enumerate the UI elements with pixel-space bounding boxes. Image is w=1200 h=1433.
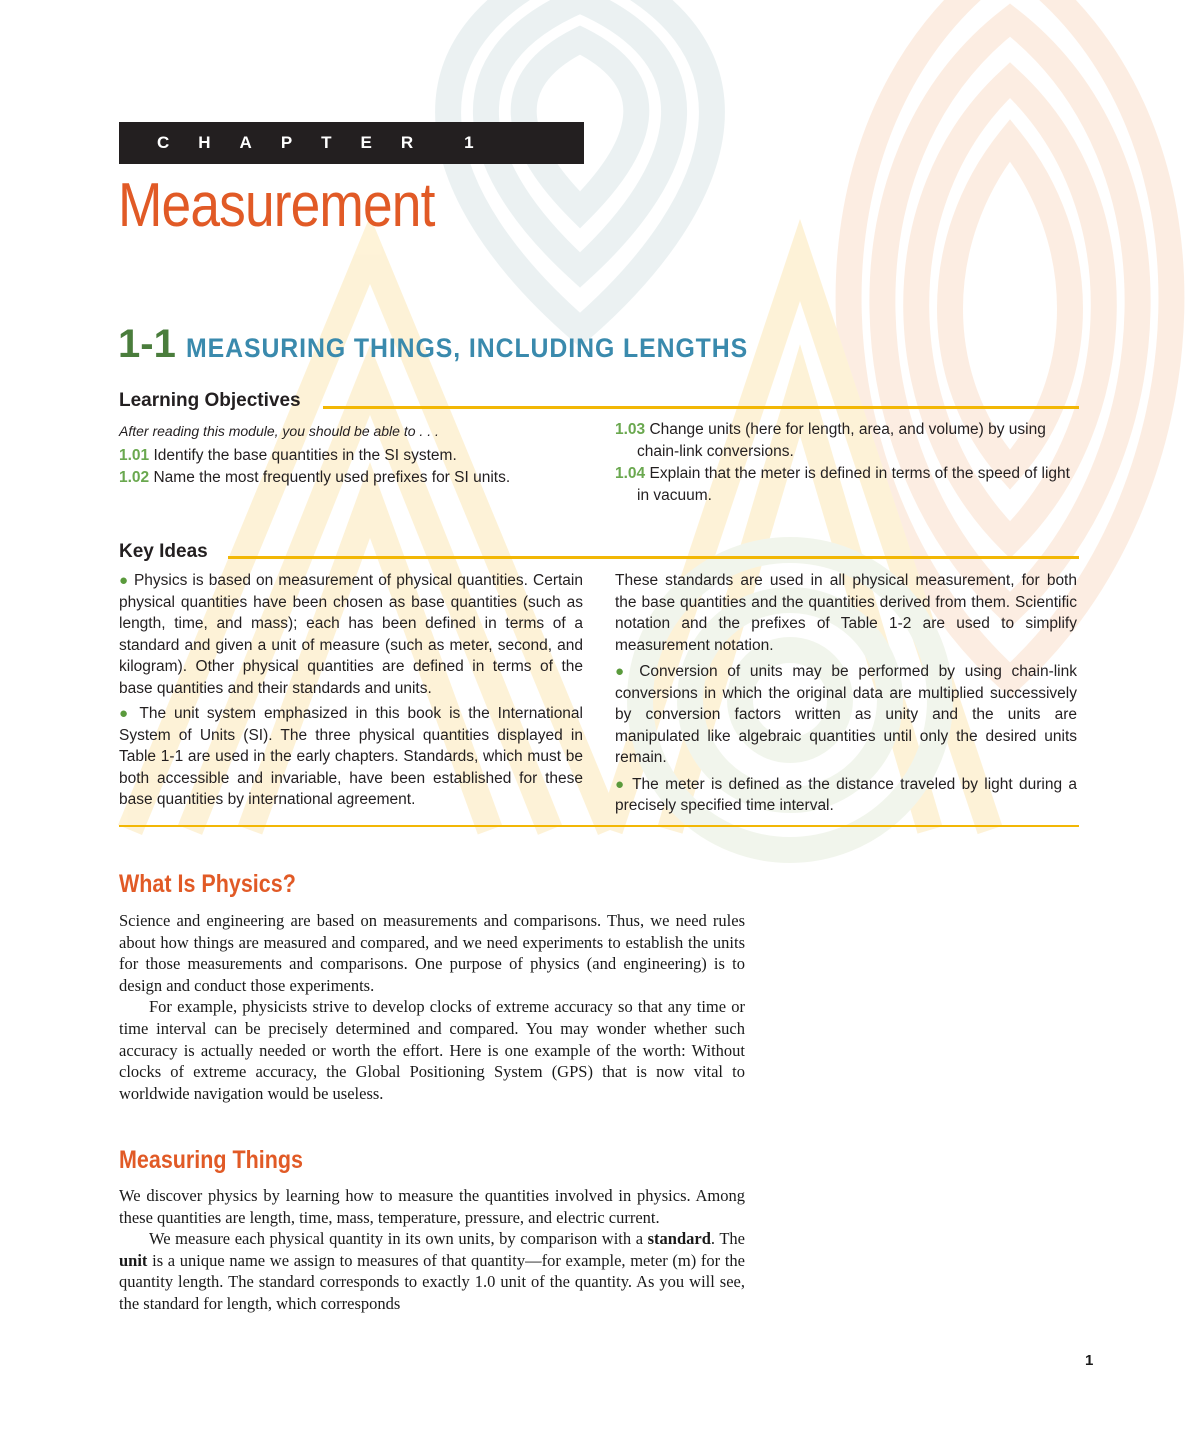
measuring-things-body <box>119 1185 745 1315</box>
objective-text: Explain that the meter is defined in terms of the speed of light in vacuum. <box>637 465 1070 504</box>
objective-text: Name the most frequently used prefixes for SI units. <box>153 469 511 486</box>
key-idea-item <box>119 703 583 811</box>
key-ideas-left-column <box>119 570 583 811</box>
key-idea-text: Physics is based on measurement of physical quantities. Certain physical quantities have been chosen as base quantities (such as length, time, and mass); each has been defined in terms of a standard and given a unit of measure (such as meter, second, and kilogram). Other physical quantities are defined in terms of the base quantities and their standards and units. <box>119 572 583 697</box>
objective-item <box>615 463 1083 506</box>
text-run: . The <box>710 1229 745 1249</box>
text-run: is a unique name we assign to measures of that quantity—for example, meter (m) for the quantity length. The standard corresponds to exactly 1.0 unit of the quantity. As you will see, the standard for length, which corresponds <box>119 1250 745 1313</box>
bullet-icon: ● <box>119 705 132 722</box>
bullet-icon: ● <box>615 663 630 680</box>
paragraph: We discover physics by learning how to measure the quantities involved in physics. Among these quantities are length, time, mass, temperature, pressure, and electric current. <box>119 1186 745 1227</box>
paragraph <box>119 1228 745 1314</box>
key-ideas-right-column <box>615 570 1077 817</box>
chapter-label: CHAPTER <box>157 133 443 152</box>
objective-text: Change units (here for length, area, and volume) by using chain-link conversions. <box>637 421 1046 460</box>
key-idea-item <box>615 774 1077 817</box>
bullet-icon: ● <box>119 572 129 589</box>
objective-number: 1.01 <box>119 446 150 464</box>
chapter-title: Measurement <box>118 171 435 240</box>
key-ideas-heading: Key Ideas <box>119 541 208 562</box>
what-is-physics-body <box>119 910 745 1104</box>
measuring-things-heading: Measuring Things <box>119 1146 303 1174</box>
objectives-intro: After reading this module, you should be able to . . . <box>119 423 439 439</box>
learning-objectives-heading: Learning Objectives <box>119 390 301 411</box>
key-ideas-rule <box>228 556 1079 559</box>
objective-item <box>119 445 589 467</box>
key-idea-item <box>119 570 583 699</box>
what-is-physics-heading: What Is Physics? <box>119 870 296 898</box>
key-idea-text: Conversion of units may be performed by using chain-link conversions in which the original data are multiplied successively by conversion factors written as unity and the units are manipulated like algebraic quantities until only the desired units remain. <box>615 663 1077 766</box>
term-standard: standard <box>647 1229 711 1249</box>
objectives-rule <box>323 406 1079 409</box>
paragraph: Science and engineering are based on measurements and comparisons. Thus, we need rules about how things are measured and compared, and we need experiments to establish the units for those measurements and comparisons. One purpose of physics (and engineering) is to design and conduct those experiments. <box>119 911 745 995</box>
key-idea-text: The unit system emphasized in this book is the International System of Units (SI). The three physical quantities displayed in Table 1-1 are used in the early chapters. Standards, which must be both accessible and invariable, have been established for these base quantities by international agreement. <box>119 705 583 808</box>
key-idea-item <box>615 661 1077 769</box>
chapter-banner <box>119 122 584 164</box>
key-idea-continuation: These standards are used in all physical measurement, for both the base quantities and the quantities derived from them. Scientific notation and the prefixes of Table 1-2 are used to simplify measurement notation. <box>615 572 1077 654</box>
key-ideas-bottom-rule <box>119 825 1079 827</box>
paragraph: For example, physicists strive to develop clocks of extreme accuracy so that any time or time interval can be precisely determined and compared. You may wonder whether such accuracy is actually needed or worth the effort. Here is one example of the worth: Without clocks of extreme accuracy, the Global Positioning System (GPS) that is now vital to worldwide navigation would be useless. <box>119 997 745 1103</box>
objective-item <box>615 419 1083 462</box>
chapter-number: 1 <box>464 133 474 152</box>
section-number: 1-1 <box>118 322 176 366</box>
objective-number: 1.04 <box>615 465 646 482</box>
text-run: We measure each physical quantity in its own units, by comparison with a <box>149 1229 648 1249</box>
objective-item <box>119 467 589 489</box>
section-title: MEASURING THINGS, INCLUDING LENGTHS <box>185 333 748 363</box>
term-unit: unit <box>119 1250 148 1270</box>
objectives-left-column <box>119 421 589 490</box>
objective-number: 1.02 <box>119 469 150 486</box>
key-idea-text: The meter is defined as the distance traveled by light during a precisely specified time interval. <box>615 775 1077 814</box>
objective-number: 1.03 <box>615 421 646 438</box>
teal-drop-pattern <box>448 0 712 330</box>
section-heading <box>118 322 797 367</box>
objectives-right-column <box>615 419 1083 507</box>
bullet-icon: ● <box>615 775 627 793</box>
page-number: 1 <box>1085 1352 1094 1369</box>
objective-text: Identify the base quantities in the SI system. <box>153 446 457 464</box>
